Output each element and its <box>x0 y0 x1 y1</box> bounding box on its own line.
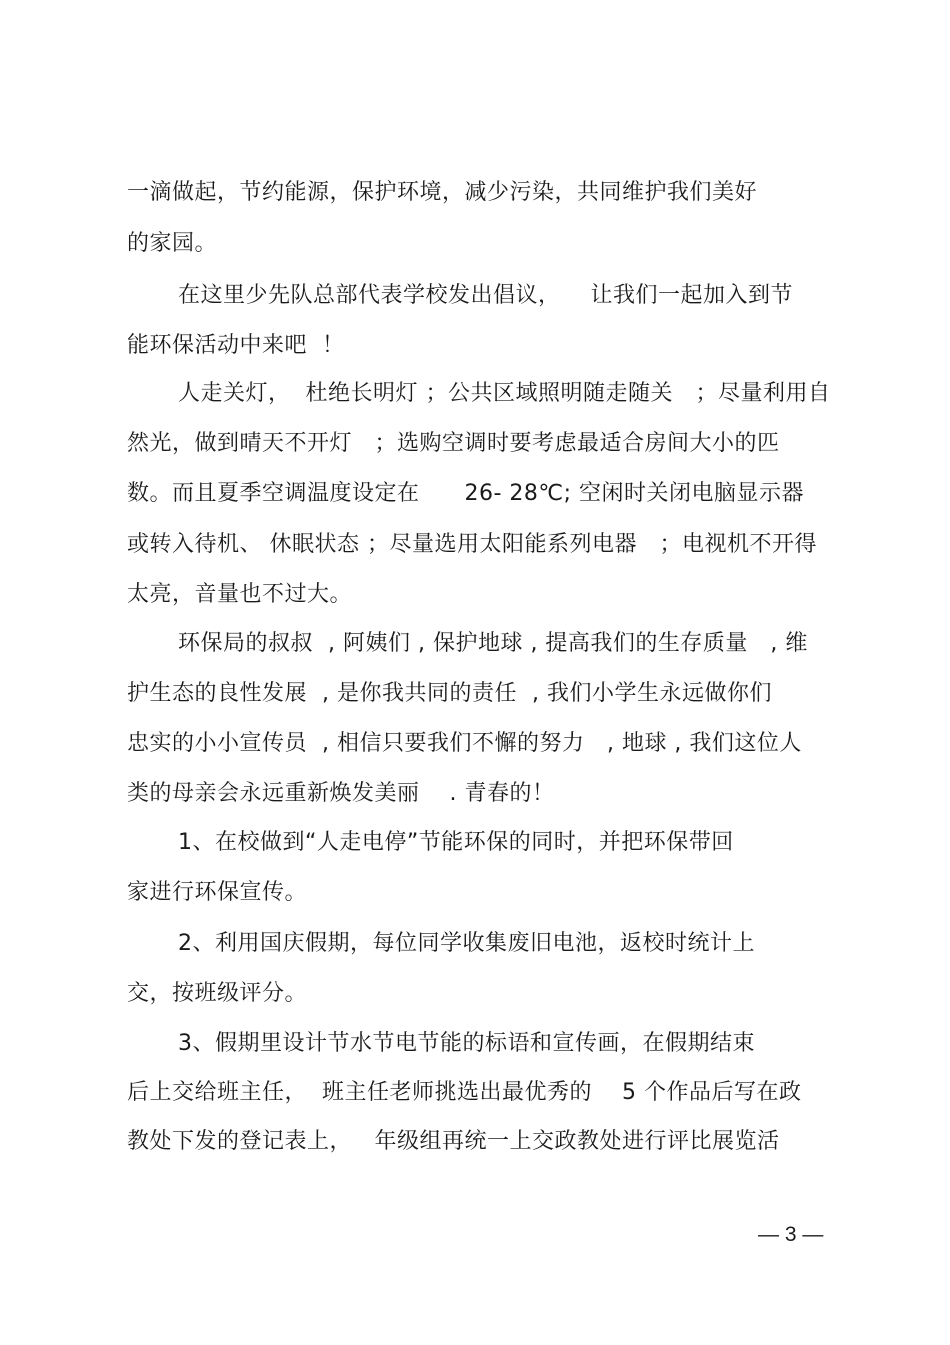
page-number: — 3 — <box>758 1223 824 1246</box>
text-line: 人走关灯， 杜绝长明灯 ；公共区域照明随走随关 ；尽量利用自 <box>178 381 831 406</box>
text-line: 后上交给班主任， 班主任老师挑选出最优秀的 5 个作品后写在政 <box>127 1080 802 1105</box>
text-line: 交，按班级评分。 <box>127 981 308 1006</box>
text-line: 能环保活动中来吧 ！ <box>127 333 345 358</box>
list-item: 1、在校做到“人走电停”节能环保的同时，并把环保带回 <box>178 830 734 855</box>
list-item: 3、假期里设计节水节电节能的标语和宣传画，在假期结束 <box>178 1031 755 1056</box>
text-line: 护生态的良性发展 , 是你我共同的责任 , 我们小学生永远做你们 <box>127 681 772 706</box>
text-line: 数。而且夏季空调温度设定在 26- 28℃; 空闲时关闭电脑显示器 <box>127 481 804 506</box>
text-line: 家进行环保宣传。 <box>127 880 308 905</box>
text-line: 忠实的小小宣传员 , 相信只要我们不懈的努力 , 地球 , 我们这位人 <box>127 731 802 756</box>
text-line: 在这里少先队总部代表学校发出倡议， 让我们一起加入到节 <box>178 283 793 308</box>
text-line: 或转入待机、 休眠状态 ；尽量选用太阳能系列电器 ；电视机不开得 <box>127 532 817 557</box>
text-line: 类的母亲会永远重新焕发美丽 . 青春的！ <box>127 781 555 806</box>
list-item: 2、利用国庆假期，每位同学收集废旧电池，返校时统计上 <box>178 931 755 956</box>
text-line: 太亮，音量也不过大。 <box>127 582 353 607</box>
text-line: 一滴做起，节约能源，保护环境，减少污染，共同维护我们美好 <box>127 180 758 205</box>
text-line: 环保局的叔叔 , 阿姨们 , 保护地球 , 提高我们的生存质量 , 维 <box>178 631 808 656</box>
text-line: 的家园。 <box>127 231 218 256</box>
text-line: 然光，做到晴天不开灯 ；选购空调时要考虑最适合房间大小的匹 <box>127 431 780 456</box>
text-line: 教处下发的登记表上， 年级组再统一上交政教处进行评比展览活 <box>127 1129 780 1154</box>
